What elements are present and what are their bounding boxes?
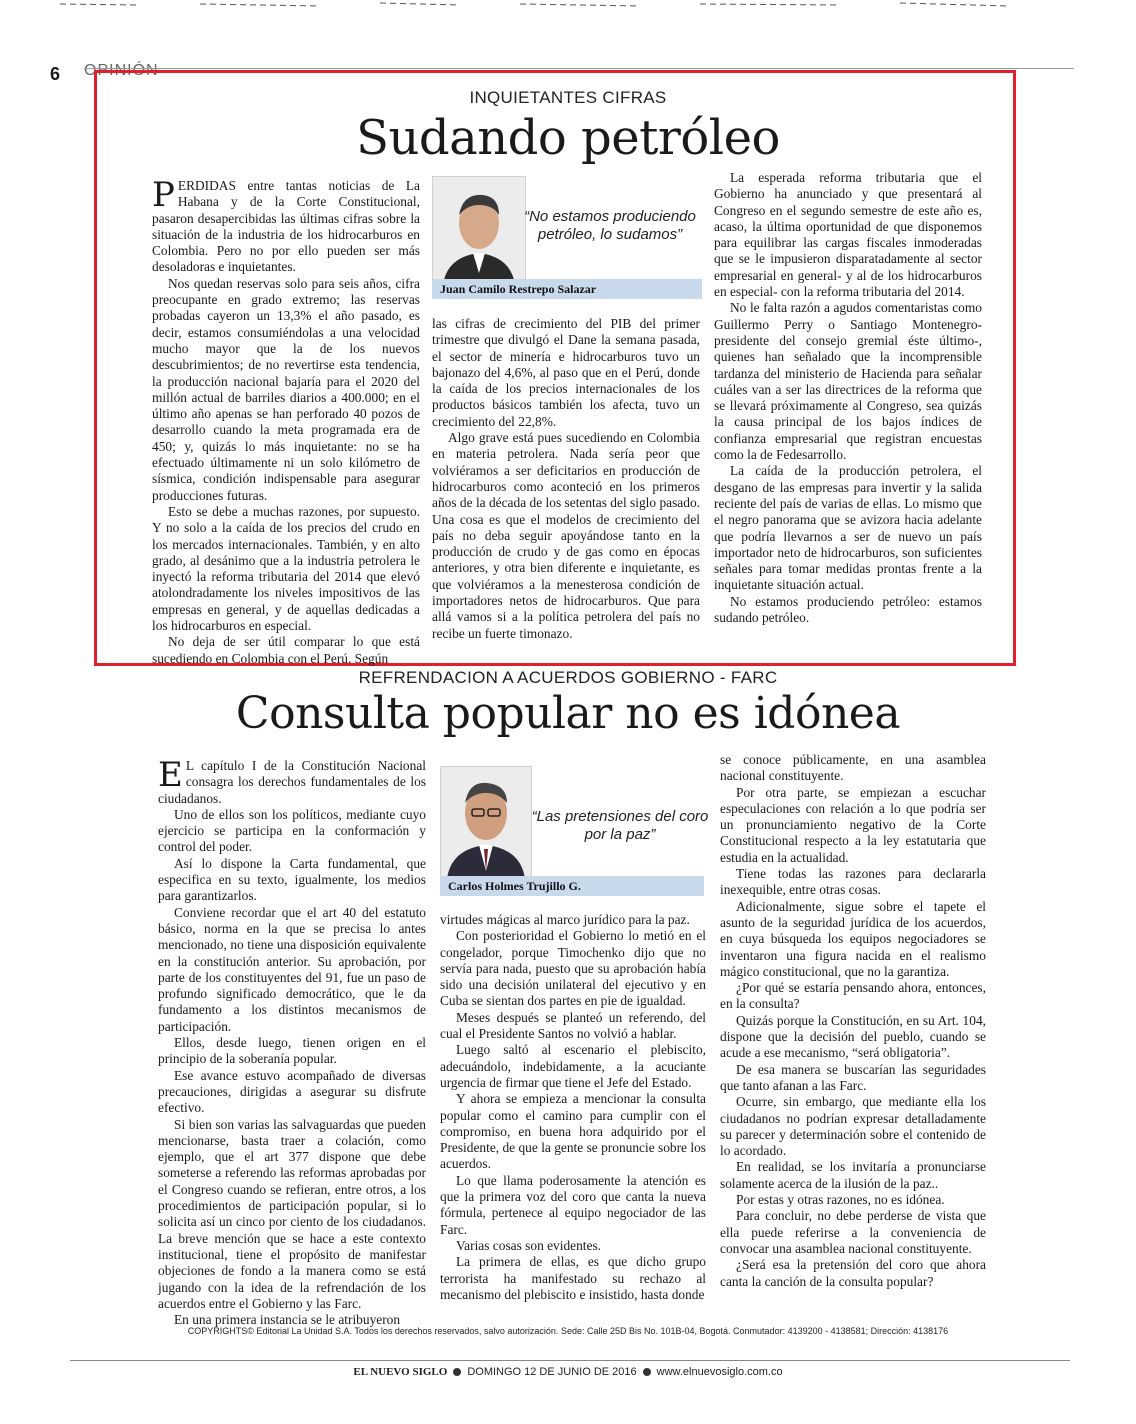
article1-paragraph: Nos quedan reservas solo para seis años, cifra preocupante en grado extremo; las reservas probadas cayeron un 13,3% el año pasado, es decir, estamos consumiéndolas a una velocidad mucho mayor que la de los nuevos descubrimientos; de no revertirse esta tendencia, la producción nacional bajaría para el 2020 del millón actual de barriles diarios a 400.000; en el último año apenas se han perforado 40 pozos de desarrollo cuando la meta programada era de 450; y, quizás lo más inquietante: no se ha efectuado últimamente ni un solo kilómetro de sísmica, condición indispensable para asegurar producciones futuras. <box>152 275 420 503</box>
article2-headline: Consulta popular no es idónea <box>235 688 901 739</box>
article1-dropcap: P <box>152 175 175 215</box>
article2-paragraph: Ocurre, sin embargo, que mediante ella los ciudadanos no podrían expresar detalladamente su parecer y determinación sobre el contenido de lo acordado. <box>720 1094 986 1159</box>
article2-byline: Carlos Holmes Trujillo G. <box>440 876 704 896</box>
article2-paragraph: virtudes mágicas al marco jurídico para la paz. <box>440 912 690 927</box>
article1-column-2 <box>432 316 700 642</box>
article2-paragraph: En realidad, se los invitaría a pronunciarse solamente acerca de la ilusión de la paz.. <box>720 1159 986 1191</box>
article2-paragraph: En una primera instancia se le atribuyeron <box>174 1312 401 1328</box>
article1-paragraph: Esto se debe a muchas razones, por supuesto. Y no solo a la caída de los precios del crudo en los mercados internacionales. También, y en alto grado, al desánimo que a la industria petrolera le inyectó la reforma tributaria del 2014 que elevó atolondradamente los niveles impositivos de las empresas en general, y de aquellas dedicadas a los hidrocarburos en especial. <box>152 503 420 634</box>
article1-paragraph: Algo grave está pues sucediendo en Colombia en materia petrolera. Nada sería peor que volviéramos a ser deficitarios en producción de hidrocarburos como aconteció en los primeros años de la década de los setentas del siglo pasado. Una cosa es que el modelos de crecimiento del país no deba seguir apoyándose tanto en la producción de crudo y de gas como en épocas anteriores, y otra bien diferente e inquietante, es que volviéramos a la menesterosa condición de importadores netos de hidrocarburos. Que para allá vamos si a la política petrolera del país no recibe un fuerte timonazo. <box>432 430 700 641</box>
article2-paragraph: se conoce públicamente, en una asamblea nacional constituyente. <box>720 752 986 784</box>
article2-paragraph: Quizás porque la Constitución, en su Art. 104, dispone que la decisión del pueblo, cuando se acude a ese mecanismo, “será obligatoria”. <box>720 1012 986 1061</box>
article2-paragraph: Si bien son varias las salvaguardas que pueden mencionarse, basta traer a colación, como ejemplo, que el art 377 dispone que debe someterse a referendo las reformas aprobadas por el Congreso cuando se refieran, entre otros, a los procedimientos de participación popular, si lo solicita así un cinco por ciento de los ciudadanos. La breve mención que se hace a este contexto institucional, tiene el propósito de manifestar objeciones de fondo a la manera como se está jugando con la idea de la refrendación de los acuerdos entre el Gobierno y las Farc. <box>158 1116 426 1311</box>
newspaper-brand: EL NUEVO SIGLO <box>353 1366 448 1378</box>
edition-date: DOMINGO 12 DE JUNIO DE 2016 <box>467 1366 637 1378</box>
article2-column-2 <box>440 912 706 1303</box>
article1-paragraph: ERDIDAS entre tantas noticias de La Habana y de la Corte Constitucional, pasaron desapercibidas las últimas cifras sobre la situación de la industria de los hidrocarburos en Colombia. Pero no por ello pueden ser más desoladoras e inquietantes. <box>152 178 420 275</box>
article1-pull-quote: “No estamos produciendo petróleo, lo sudamos” <box>524 208 696 243</box>
article2-paragraph: Por otra parte, se empiezan a escuchar especulaciones con relación a lo que podría ser un pronunciamiento negativo de la Corte Constitucional respecto a la ley estatutaria que estudia en la actualidad. <box>720 784 986 865</box>
footer-line <box>0 1366 1136 1378</box>
article2-paragraph: Lo que llama poderosamente la atención es que la primera voz del coro que canta la nueva fórmula, pertenece al equipo negociador de las Farc. <box>440 1172 706 1237</box>
article1-paragraph: No le falta razón a agudos comentaristas como Guillermo Perry o Santiago Montenegro- presidente del consejo gremial éste último-, quienes han señalado que la incomprensible tardanza del ministerio de Hacienda para señalar cuáles van a ser las directrices de la reforma que se llevará próximamente al Congreso, sea quizás la causa principal de los bajos índices de confianza empresarial que registran encuestas como la de Fedesarrollo. <box>714 300 982 463</box>
article2-paragraph: De esa manera se buscarían las seguridades que tanto afanan a las Farc. <box>720 1061 986 1093</box>
website-url: www.elnuevosiglo.com.co <box>656 1366 783 1378</box>
article1-paragraph: No deja de ser útil comparar lo que está sucediendo en Colombia con el Perú. Según <box>152 634 420 666</box>
article2-paragraph: L capítulo I de la Constitución Nacional consagra los derechos fundamentales de los ciudadanos. <box>158 758 426 806</box>
article1-column-1 <box>152 175 420 667</box>
article2-pull-quote: “Las pretensiones del coro por la paz” <box>531 808 709 843</box>
author-portrait-icon <box>441 767 531 879</box>
author-photo <box>432 176 526 286</box>
copyright-notice: COPYRIGHTS© Editorial La Unidad S.A. Todos los derechos reservados, salvo autorización. Sede: Calle 25D Bis No. 101B-04, Bogotá. Conmutador: 4139200 - 4138581; Dirección: 4138176 <box>187 1326 949 1336</box>
bullet-icon <box>643 1368 651 1376</box>
article2-column-3 <box>720 752 986 1290</box>
article1-paragraph: La caída de la producción petrolera, el desgano de las empresas para invertir y la salida reciente del país de varias de ellas. Lo mismo que el negro panorama que se avizora hacia adelante que podría llevarnos a ser de nuevo un país importador neto de hidrocarburos, son suficientes señales para tomar medidas prontas frente a la inquietante situación actual. <box>714 463 982 593</box>
article2-paragraph: Uno de ellos son los políticos, mediante cuyo ejercicio se participa en la conformación y control del poder. <box>158 806 426 855</box>
article1-paragraph: No estamos produciendo petróleo: estamos sudando petróleo. <box>714 593 982 626</box>
article2-paragraph: Para concluir, no debe perderse de vista que ella puede referirse a la conveniencia de convocar una asamblea nacional constituyente. <box>720 1208 986 1256</box>
article2-dropcap: E <box>158 755 183 795</box>
article2-paragraph: Y ahora se empieza a mencionar la consulta popular como el camino para cumplir con el compromiso, en buena hora adquirido por el Presidente, de que la gente se pronuncie sobre los acuerdos. <box>440 1091 706 1172</box>
article2-paragraph: Luego saltó al escenario el plebiscito, adecuándolo, indebidamente, a la acuciante urgencia de firmar que tiene el Jefe del Estado. <box>440 1042 706 1090</box>
article2-paragraph: Conviene recordar que el art 40 del estatuto básico, norma en la que se precisa lo antes mencionado, no tiene una disposición equivalente en la constitución anterior. Su aprobación, por parte de los constituyentes del 91, fue un paso de profundo significado democrático, que le da fundamento a los distintos mecanismos de participación. <box>158 904 426 1034</box>
article2-paragraph: Por estas y otras razones, no es idónea. <box>736 1192 945 1208</box>
article2-paragraph: Con posterioridad el Gobierno lo metió en el congelador, porque Timochenko dijo que no servía para nada, puesto que su aprobación había sido una decisión unilateral del ejecutivo y en Cuba se sientan dos partes en pie de igualdad. <box>440 928 706 1009</box>
footer-rule <box>70 1360 1070 1361</box>
article2-paragraph: Tiene todas las razones para declararla inexequible, entre otras cosas. <box>720 866 986 898</box>
article2-paragraph: Así lo dispone la Carta fundamental, que especifica en su texto, igualmente, los medios para garantizarlos. <box>158 855 426 904</box>
article1-byline: Juan Camilo Restrepo Salazar <box>432 279 702 299</box>
article2-paragraph: Meses después se planteó un referendo, del cual el Presidente Santos no volvió a hablar. <box>440 1009 706 1042</box>
page-top-edge <box>0 0 1136 10</box>
article2-paragraph: La primera de ellas, es que dicho grupo terrorista ha manifestado su rechazo al mecanismo del plebiscito e insistido, hasta donde <box>440 1254 706 1302</box>
article2-paragraph: Ellos, desde luego, tienen origen en el principio de la soberanía popular. <box>158 1035 426 1067</box>
section-rule <box>84 68 1074 69</box>
article2-paragraph: ¿Por qué se estaría pensando ahora, entonces, en la consulta? <box>720 980 986 1012</box>
article2-column-1 <box>158 755 426 1328</box>
page-number: 6 <box>50 64 61 84</box>
article2-kicker: REFRENDACION A ACUERDOS GOBIERNO - FARC <box>358 668 778 687</box>
article2-paragraph: Varias cosas son evidentes. <box>456 1237 602 1253</box>
article1-column-3 <box>714 170 982 626</box>
article1-paragraph: La esperada reforma tributaria que el Gobierno ha anunciado y que presentará al Congreso en el segundo semestre de este año es, acaso, la última oportunidad de que disponemos para equilibrar las cargas fiscales inmoderadas que se le impusieron disparatadamente al sector empresarial en general- y al de los hidrocarburos en especial- con la reforma tributaria del 2014. <box>714 170 982 300</box>
section-label: OPINIÓN <box>84 62 159 79</box>
article2-paragraph: Ese avance estuvo acompañado de diversas precauciones, dirigidas a asegurar su disfrute efectivo. <box>158 1067 426 1116</box>
article1-kicker: INQUIETANTES CIFRAS <box>469 88 667 107</box>
author-portrait-icon <box>433 177 525 285</box>
author-photo <box>440 766 532 880</box>
article2-paragraph: ¿Será esa la pretensión del coro que ahora canta la canción de la consulta popular? <box>720 1257 986 1289</box>
article2-paragraph: Adicionalmente, sigue sobre el tapete el asunto de la seguridad jurídica de los acuerdos, en cuya búsqueda los equipos negociadores se inventaron una figura nacida en el realismo mágico constitucional, que no la garantiza. <box>720 898 986 979</box>
article1-paragraph: las cifras de crecimiento del PIB del primer trimestre que divulgó el Dane la semana pasada, el sector de minería e hidrocarburos tuvo un bajonazo del 4,6%, al paso que en el Perú, donde la caída de los precios internacionales de los productos básicos también los afecta, tuvo un crecimiento del 22,8%. <box>432 316 700 429</box>
article1-headline: Sudando petróleo <box>356 110 780 166</box>
bullet-icon <box>453 1368 461 1376</box>
